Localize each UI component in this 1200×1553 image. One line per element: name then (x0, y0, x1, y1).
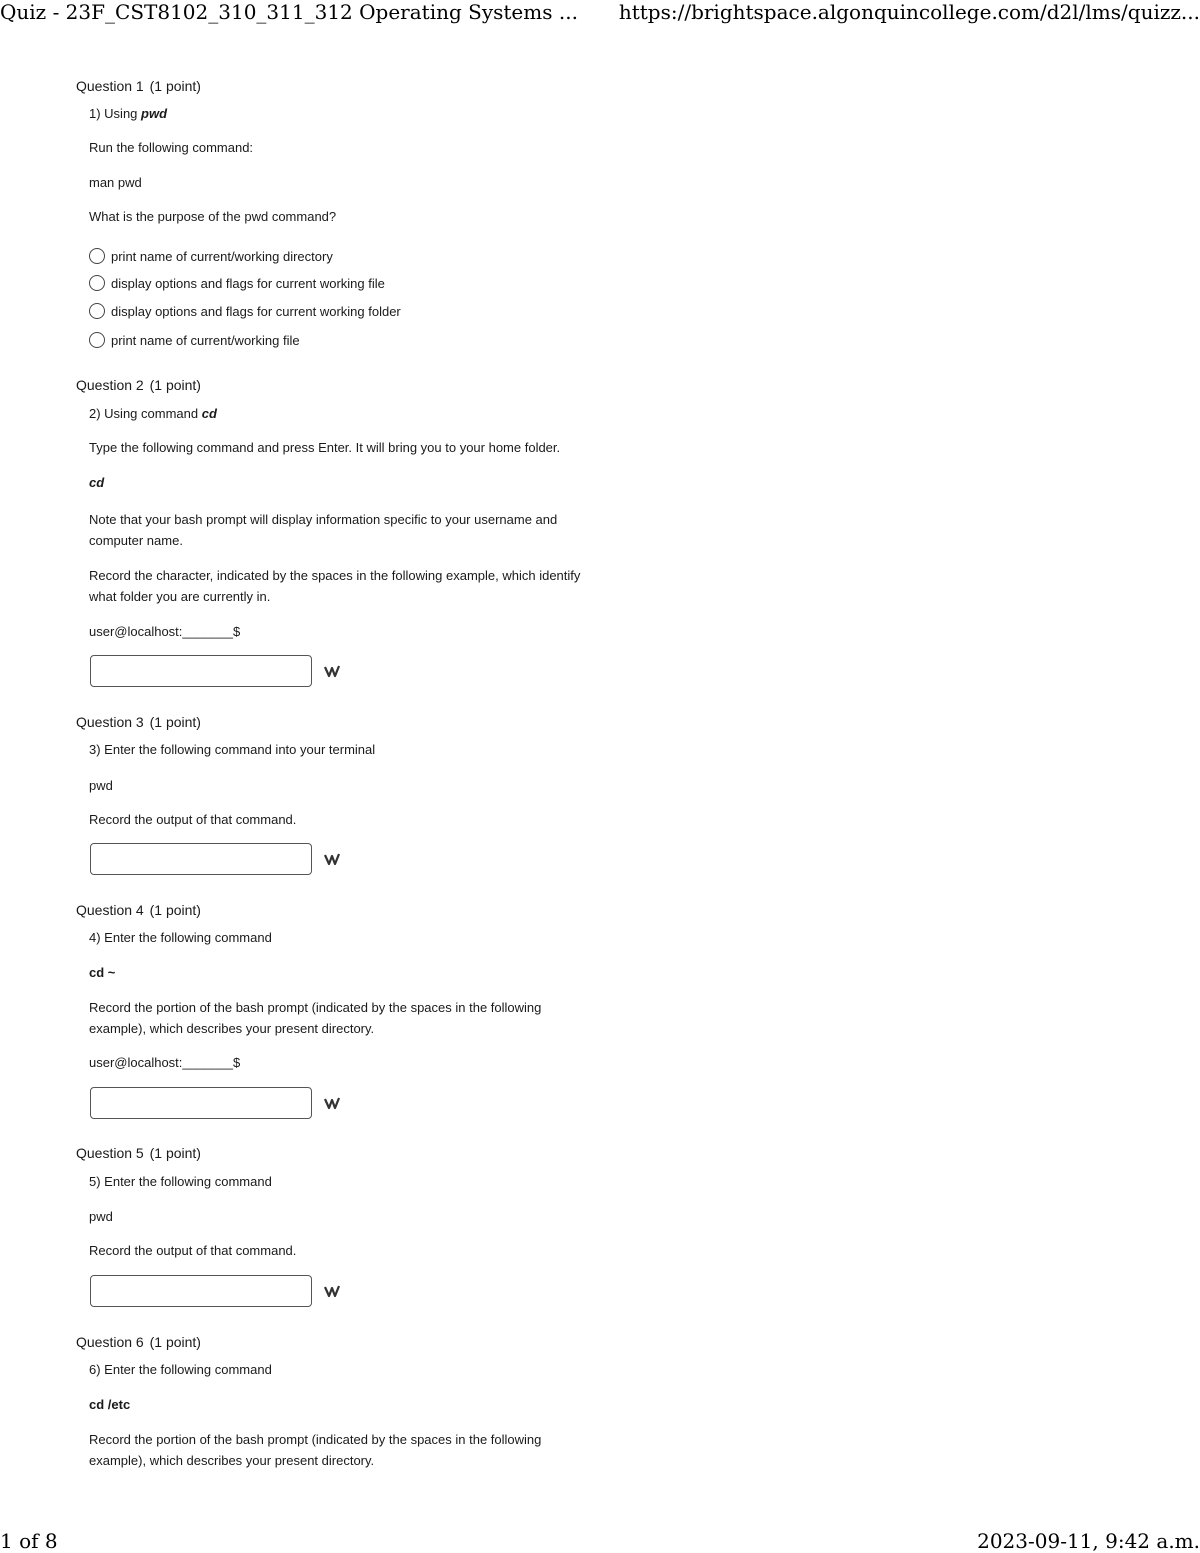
command-text: pwd (89, 778, 113, 793)
question-heading: 5) Enter the following command (89, 1174, 272, 1189)
question-title: Question 3 (1 point) (76, 714, 201, 730)
question-text: Type the following command and press Enter. It will bring you to your home folder. (89, 440, 561, 455)
page-title: Quiz - 23F_CST8102_310_311_312 Operating Systems ... (0, 0, 578, 24)
answer-option[interactable]: print name of current/working file (89, 329, 300, 351)
question-heading: 2) Using command cd (89, 406, 217, 421)
radio-button[interactable] (89, 332, 105, 348)
answer-input[interactable] (90, 1275, 312, 1307)
question-title: Question 4 (1 point) (76, 902, 201, 918)
prompt-example: user@localhost:_______$ (89, 624, 241, 639)
radio-button[interactable] (89, 275, 105, 291)
page-number: 1 of 8 (0, 1529, 58, 1553)
page-url[interactable]: https://brightspace.algonquincollege.com/d2l/lms/quizz... (618, 0, 1200, 24)
question-prompt: What is the purpose of the pwd command? (89, 209, 337, 224)
question-heading: 6) Enter the following command (89, 1362, 272, 1377)
question-title: Question 5 (1 point) (76, 1145, 201, 1161)
command-text: cd ~ (89, 965, 116, 980)
answer-input[interactable] (90, 1087, 312, 1119)
question-note: Note that your bash prompt will display information specific to your username and computer name. (89, 512, 558, 548)
answer-input[interactable] (90, 655, 312, 687)
answer-option[interactable]: print name of current/working directory (89, 245, 333, 267)
question-prompt: Record the output of that command. (89, 812, 297, 827)
question-prompt: Record the portion of the bash prompt (indicated by the spaces in the following example), which describes your present directory. (89, 1432, 542, 1468)
radio-button[interactable] (89, 248, 105, 264)
question-title: Question 1 (1 point) (76, 78, 201, 94)
question-text: Run the following command: (89, 140, 254, 155)
spellcheck-icon[interactable] (323, 1282, 341, 1300)
answer-option[interactable]: display options and flags for current working folder (89, 300, 401, 322)
command-text: cd /etc (89, 1397, 131, 1412)
radio-button[interactable] (89, 303, 105, 319)
answer-option[interactable]: display options and flags for current working file (89, 272, 385, 294)
answer-input[interactable] (90, 843, 312, 875)
question-prompt: Record the portion of the bash prompt (indicated by the spaces in the following example), which describes your present directory. (89, 1000, 542, 1036)
command-text: cd (89, 475, 105, 490)
print-timestamp: 2023-09-11, 9:42 a.m. (977, 1529, 1200, 1553)
question-title: Question 2 (1 point) (76, 377, 201, 393)
question-prompt: Record the output of that command. (89, 1243, 297, 1258)
question-prompt: Record the character, indicated by the spaces in the following example, which identify what folder you are currently in. (89, 568, 581, 604)
command-text: pwd (89, 1209, 113, 1224)
question-heading: 1) Using pwd (89, 106, 168, 121)
prompt-example: user@localhost:_______$ (89, 1055, 241, 1070)
spellcheck-icon[interactable] (323, 1094, 341, 1112)
question-title: Question 6 (1 point) (76, 1334, 201, 1350)
question-heading: 3) Enter the following command into your terminal (89, 742, 376, 757)
spellcheck-icon[interactable] (323, 662, 341, 680)
command-text: man pwd (89, 175, 142, 190)
question-heading: 4) Enter the following command (89, 930, 272, 945)
spellcheck-icon[interactable] (323, 850, 341, 868)
